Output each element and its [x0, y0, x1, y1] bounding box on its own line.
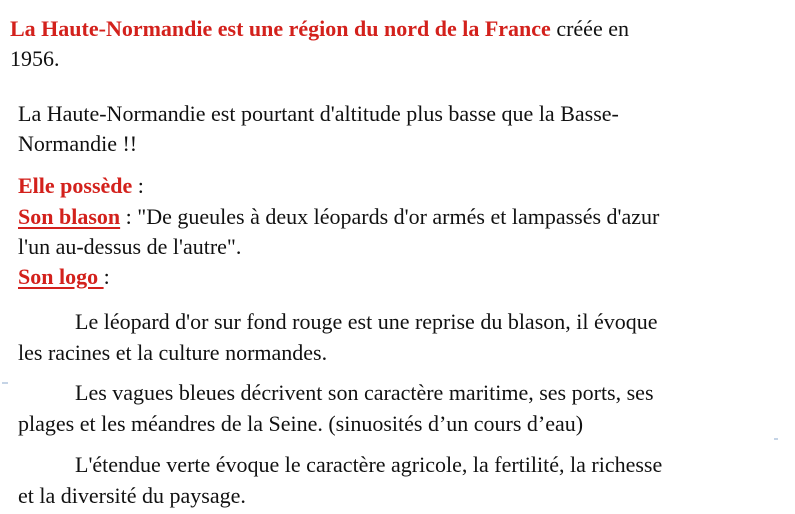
possede-line — [18, 173, 144, 199]
intro-line-1 — [10, 16, 629, 42]
intro-highlight: La Haute-Normandie est une région du nord de la France — [10, 16, 551, 41]
scan-speck — [774, 438, 778, 440]
intro-line-2: 1956. — [10, 46, 60, 71]
scan-speck — [2, 382, 8, 384]
paragraph-leopard-line-2: les racines et la culture normandes. — [18, 340, 328, 365]
paragraph-leopard-line-1: Le léopard d'or sur fond rouge est une reprise du blason, il évoque — [75, 309, 658, 334]
blason-label: Son blason — [18, 204, 121, 229]
possede-label: Elle possède — [18, 173, 133, 198]
paragraph-waves-line-1: Les vagues bleues décrivent son caractère maritime, ses ports, ses — [75, 380, 654, 405]
logo-label: Son logo — [18, 264, 104, 289]
possede-suffix: : — [132, 173, 144, 198]
intro-rest: créée en — [550, 16, 629, 41]
paragraph-waves-line-2: plages et les méandres de la Seine. (sinuosités d’un cours d’eau) — [18, 411, 584, 436]
blason-line-1 — [18, 204, 659, 230]
logo-suffix: : — [103, 264, 110, 289]
altitude-line-2: Normandie !! — [18, 131, 138, 156]
altitude-line-1: La Haute-Normandie est pourtant d'altitude plus basse que la Basse- — [18, 101, 619, 126]
blason-line-2: l'un au-dessus de l'autre". — [18, 234, 242, 259]
logo-line — [18, 264, 110, 290]
blason-text-1: : "De gueules à deux léopards d'or armés et lampassés d'azur — [120, 204, 660, 229]
paragraph-green-line-2: et la diversité du paysage. — [18, 483, 246, 508]
paragraph-green-line-1: L'étendue verte évoque le caractère agricole, la fertilité, la richesse — [75, 452, 663, 477]
